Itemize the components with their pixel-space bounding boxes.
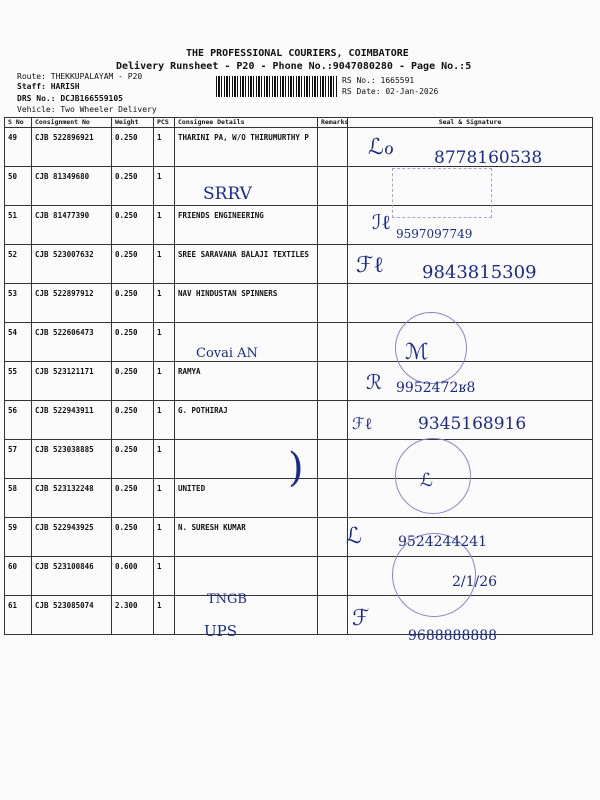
col-signature: Seal & Signature [348,118,593,128]
cell-weight: 2.300 [112,596,154,635]
cell-sno: 58 [5,479,32,518]
cell-weight: 0.250 [112,440,154,479]
cell-consignee: SREE SARAVANA BALAJI TEXTILES [175,245,318,284]
cell-signature [348,284,593,323]
cell-sno: 57 [5,440,32,479]
cell-consignee: FRIENDS ENGINEERING [175,206,318,245]
cell-weight: 0.250 [112,401,154,440]
cell-remarks [318,479,348,518]
cell-consignee: NAV HINDUSTAN SPINNERS [175,284,318,323]
col-sno: S No [5,118,32,128]
handwritten-signature: ℱ [352,606,370,631]
cell-remarks [318,518,348,557]
handwritten-signature: ℛ [366,370,382,394]
drs-number: DRS No.: DCJB166559105 [17,94,123,103]
cell-consignee: UNITED [175,479,318,518]
cell-consignment: CJB 522896921 [32,128,112,167]
table-row [5,167,593,206]
cell-remarks [318,362,348,401]
handwritten-phone: 9597097749 [396,227,473,241]
cell-consignment: CJB 522897912 [32,284,112,323]
cell-weight: 0.250 [112,167,154,206]
cell-pcs: 1 [154,323,175,362]
cell-sno: 54 [5,323,32,362]
cell-sno: 55 [5,362,32,401]
cell-sno: 52 [5,245,32,284]
cell-weight: 0.250 [112,362,154,401]
handwritten-signature: ℐℓ [372,210,391,234]
cell-consignment: CJB 522943911 [32,401,112,440]
handwritten-text: SRRV [203,184,252,204]
handwritten-phone: 9345168916 [418,414,527,434]
cell-consignment: CJB 523132248 [32,479,112,518]
handwritten-signature: ℳ [405,340,429,365]
handwritten-phone: 9524244241 [398,534,488,550]
cell-sno: 49 [5,128,32,167]
cell-pcs: 1 [154,128,175,167]
cell-consignee: THARINI PA, W/O THIRUMURTHY P [175,128,318,167]
col-pcs: PCS [154,118,175,128]
handwritten-signature: ℱℓ [356,253,384,278]
staff-label: Staff: HARISH [17,82,80,91]
company-title: THE PROFESSIONAL COURIERS, COIMBATORE [186,48,409,59]
col-consignment: Consignment No [32,118,112,128]
handwritten-signature: ℒ [420,470,433,491]
cell-weight: 0.600 [112,557,154,596]
cell-consignment: CJB 81349680 [32,167,112,206]
cell-consignment: CJB 81477390 [32,206,112,245]
cell-weight: 0.250 [112,284,154,323]
handwritten-signature: ℱℓ [352,414,373,433]
cell-sno: 61 [5,596,32,635]
col-weight: Weight [112,118,154,128]
cell-pcs: 1 [154,479,175,518]
handwritten-text: UPS [204,622,238,640]
cell-pcs: 1 [154,284,175,323]
stamp-rect [392,168,492,218]
rs-number: RS No.: 1665591 [342,76,415,85]
handwritten-phone: 9688888888 [408,628,498,644]
cell-sno: 50 [5,167,32,206]
cell-weight: 0.250 [112,323,154,362]
runsheet-subtitle: Delivery Runsheet - P20 - Phone No.:9047080280 - Page No.:5 [116,61,472,72]
cell-consignment: CJB 522606473 [32,323,112,362]
handwritten-phone: 8778160538 [434,148,543,168]
table-row [5,518,593,557]
cell-consignee [175,557,318,596]
cell-pcs: 1 [154,557,175,596]
cell-remarks [318,596,348,635]
handwritten-mark: ) [288,445,304,491]
cell-consignment: CJB 523121171 [32,362,112,401]
cell-sno: 51 [5,206,32,245]
cell-consignee: RAMYA [175,362,318,401]
cell-consignment: CJB 523100846 [32,557,112,596]
cell-pcs: 1 [154,362,175,401]
stamp-circle [395,438,471,514]
cell-consignee: N. SURESH KUMAR [175,518,318,557]
cell-signature [348,323,593,362]
handwritten-phone: 9843815309 [422,262,537,283]
cell-consignee: G. POTHIRAJ [175,401,318,440]
cell-remarks [318,440,348,479]
handwritten-text: Covai AN [196,346,258,361]
cell-sno: 53 [5,284,32,323]
handwritten-signature: ℒ [346,524,362,549]
runsheet-table [4,117,593,635]
cell-remarks [318,128,348,167]
handwritten-date: 2/1/26 [452,574,498,590]
cell-remarks [318,401,348,440]
col-consignee: Consignee Details [175,118,318,128]
cell-remarks [318,167,348,206]
table-row [5,362,593,401]
cell-remarks [318,323,348,362]
cell-weight: 0.250 [112,128,154,167]
handwritten-phone: 9952472ʁ8 [396,380,476,396]
cell-consignment: CJB 523085074 [32,596,112,635]
cell-sno: 56 [5,401,32,440]
barcode [216,76,338,97]
cell-sno: 60 [5,557,32,596]
cell-remarks [318,557,348,596]
handwritten-text: TNGB [207,592,247,607]
cell-weight: 0.250 [112,479,154,518]
table-row [5,284,593,323]
rs-date: RS Date: 02-Jan-2026 [342,87,439,96]
cell-weight: 0.250 [112,245,154,284]
route-label: Route: THEKKUPALAYAM - P20 [17,72,143,81]
cell-pcs: 1 [154,596,175,635]
cell-weight: 0.250 [112,206,154,245]
cell-pcs: 1 [154,518,175,557]
table-header-row [5,118,593,128]
table-row [5,596,593,635]
cell-consignment: CJB 522943925 [32,518,112,557]
cell-pcs: 1 [154,401,175,440]
cell-consignment: CJB 523038885 [32,440,112,479]
cell-pcs: 1 [154,206,175,245]
cell-pcs: 1 [154,245,175,284]
cell-consignment: CJB 523007632 [32,245,112,284]
vehicle-label: Vehicle: Two Wheeler Delivery [17,105,157,114]
cell-remarks [318,245,348,284]
cell-remarks [318,284,348,323]
cell-pcs: 1 [154,440,175,479]
cell-weight: 0.250 [112,518,154,557]
table-row [5,557,593,596]
handwritten-signature: ℒℴ [368,135,395,160]
cell-sno: 59 [5,518,32,557]
table-row [5,323,593,362]
cell-pcs: 1 [154,167,175,206]
col-remarks: Remarks [318,118,348,128]
table-row [5,206,593,245]
cell-remarks [318,206,348,245]
